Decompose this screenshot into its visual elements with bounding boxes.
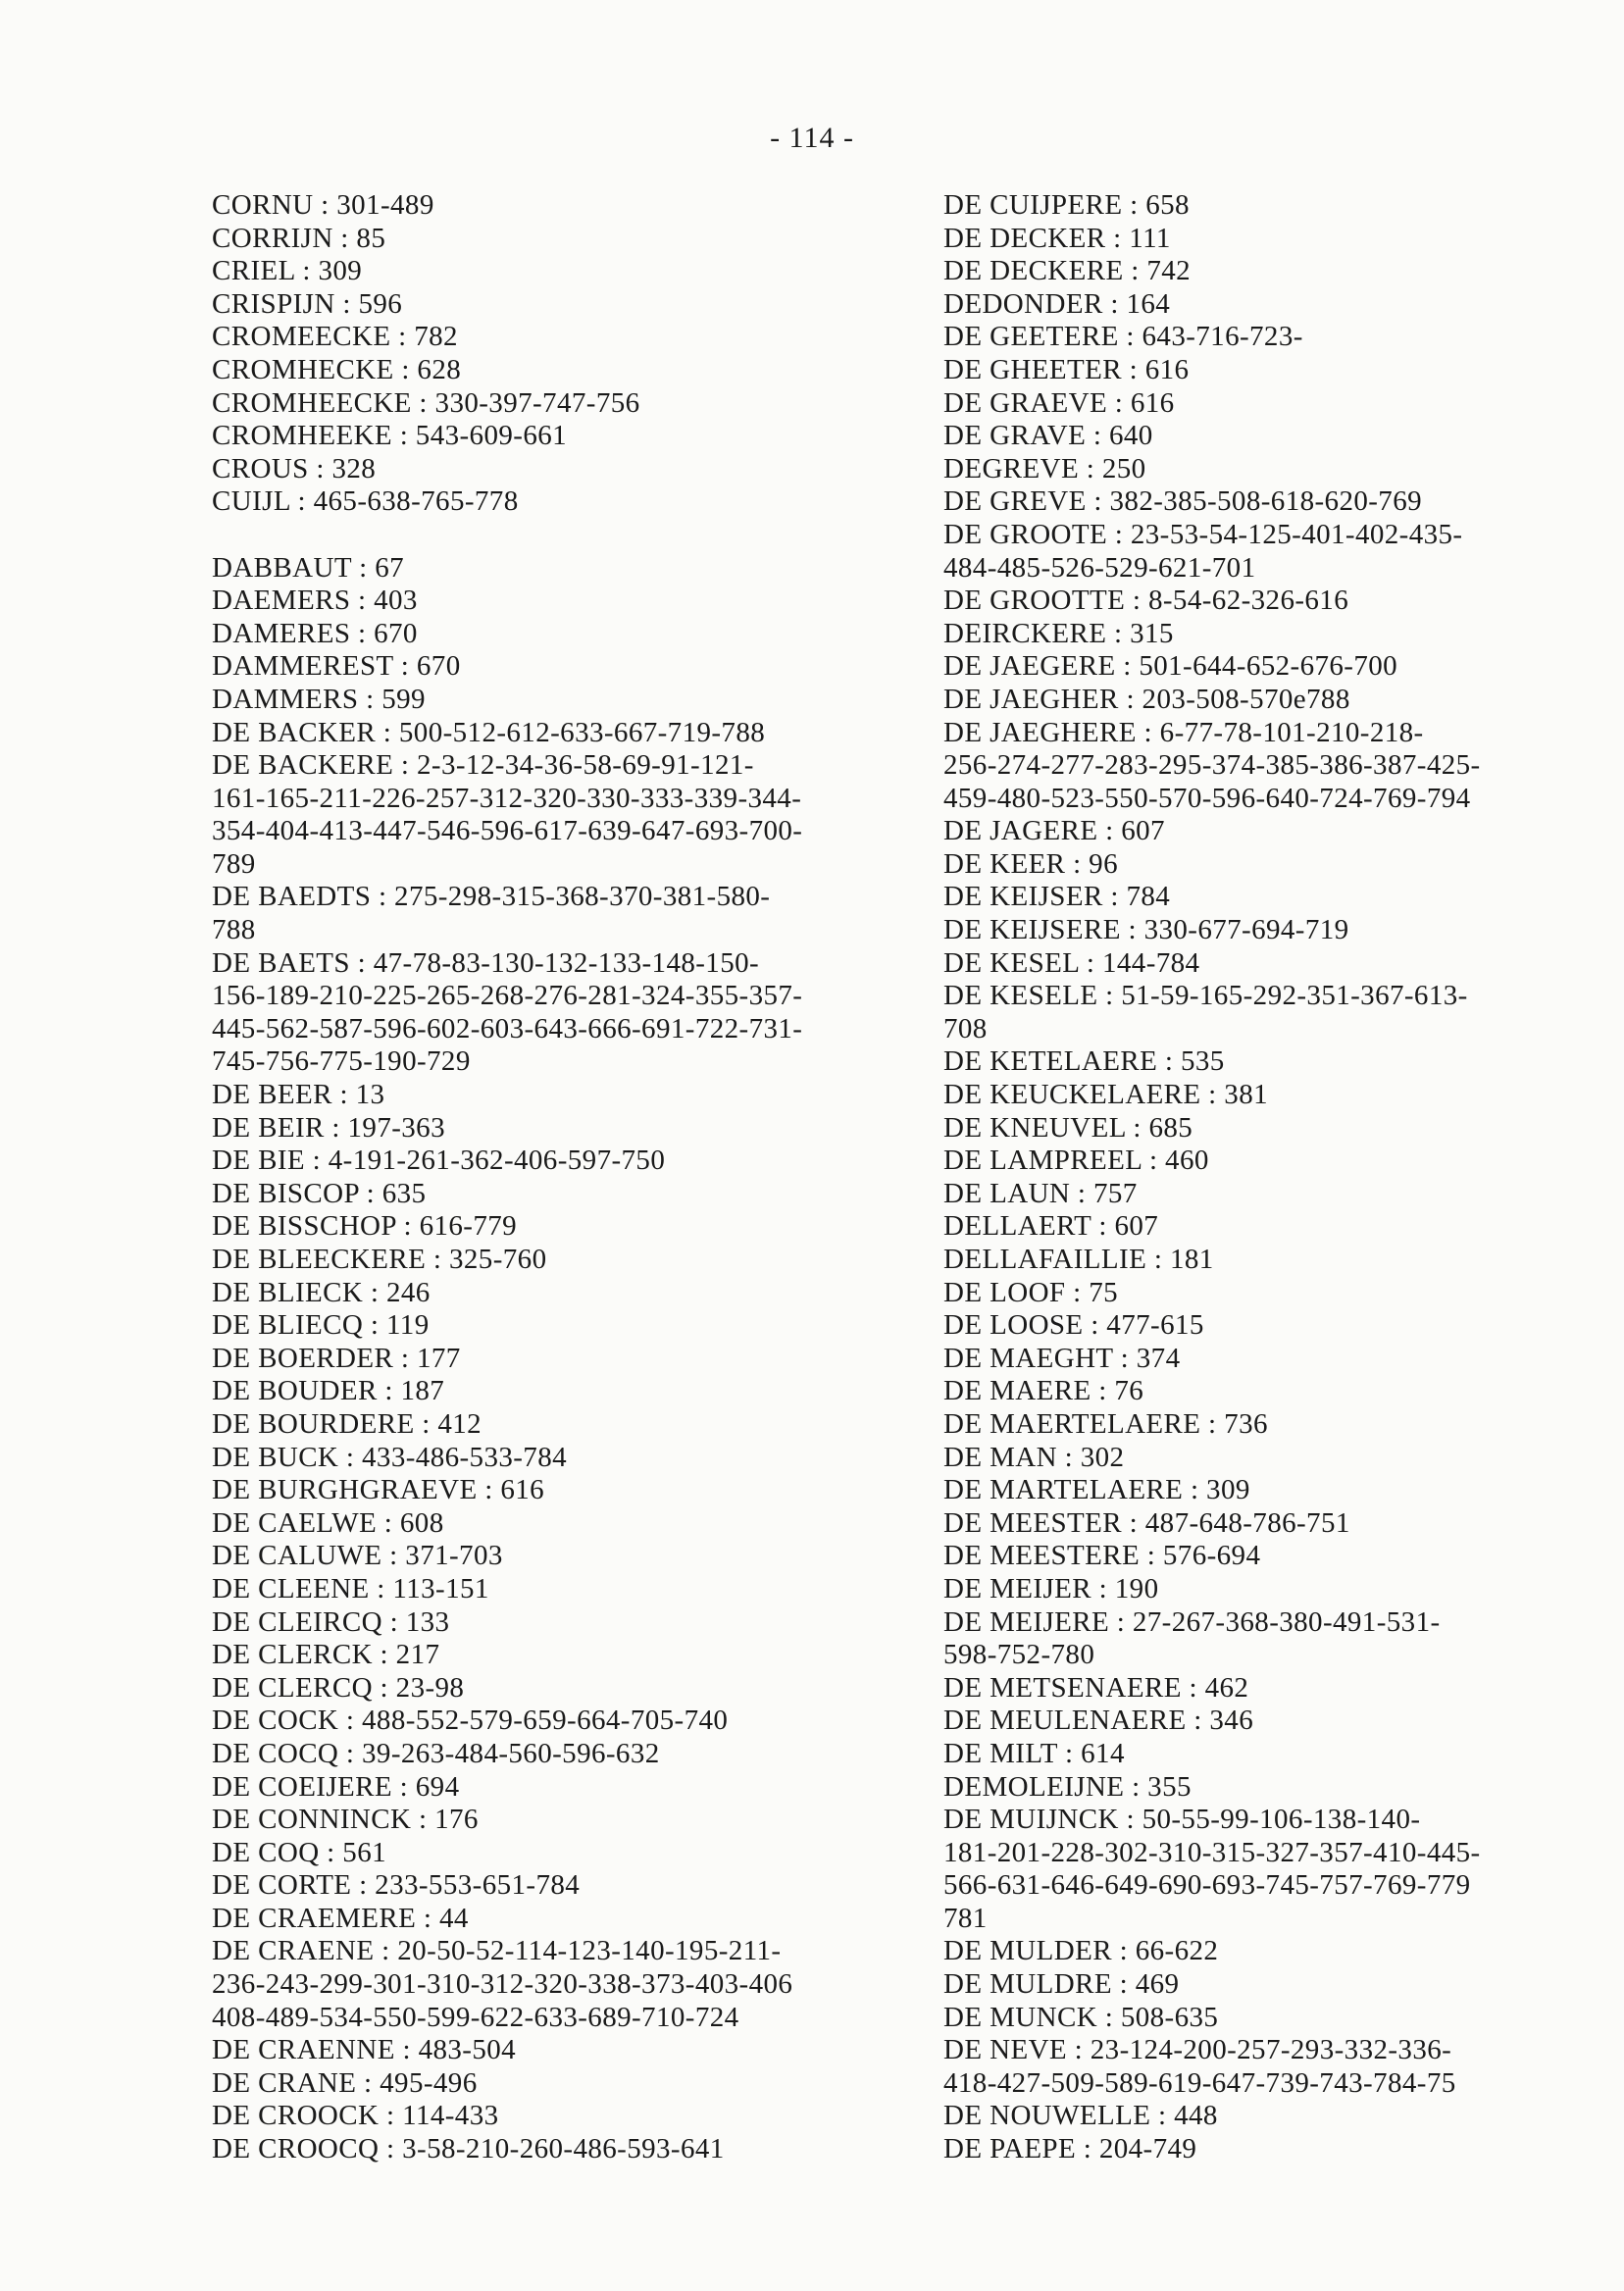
index-entry: 256-274-277-283-295-374-385-386-387-425- bbox=[943, 749, 1481, 782]
index-entry: 781 bbox=[943, 1902, 988, 1934]
index-entry: 354-404-413-447-546-596-617-639-647-693-700- bbox=[212, 815, 803, 847]
index-entry: 156-189-210-225-265-268-276-281-324-355-357- bbox=[212, 980, 803, 1012]
index-entry: 418-427-509-589-619-647-739-743-784-75 bbox=[943, 2066, 1456, 2099]
index-entry: DABBAUT : 67 bbox=[212, 551, 405, 584]
index-entry: DELLAFAILLIE : 181 bbox=[943, 1244, 1214, 1275]
index-entry: DE BAEDTS : 275-298-315-368-370-381-580- bbox=[212, 881, 771, 913]
index-entry: DE COQ : 561 bbox=[212, 1836, 386, 1868]
index-entry: DEGREVE : 250 bbox=[943, 452, 1146, 484]
index-entry: DEDONDER : 164 bbox=[943, 287, 1171, 320]
index-entry: DE NEVE : 23-124-200-257-293-332-336- bbox=[943, 2034, 1452, 2066]
index-entry: DE MEULENAERE : 346 bbox=[943, 1705, 1254, 1737]
index-entry: DE MARTELAERE : 309 bbox=[943, 1474, 1250, 1506]
index-entry: DE BOERDER : 177 bbox=[212, 1342, 461, 1374]
index-entry: DE BISCOP : 635 bbox=[212, 1177, 427, 1209]
index-entry: DAMMERS : 599 bbox=[212, 683, 426, 715]
index-entry: DE MAERTELAERE : 736 bbox=[943, 1407, 1268, 1440]
index-entry: CROMHEEKE : 543-609-661 bbox=[212, 420, 568, 452]
index-entry: DE BISSCHOP : 616-779 bbox=[212, 1210, 518, 1243]
index-entry: DE NOUWELLE : 448 bbox=[943, 2100, 1218, 2132]
index-entry: DE KESEL : 144-784 bbox=[943, 946, 1200, 979]
index-entry: DE BUCK : 433-486-533-784 bbox=[212, 1441, 568, 1473]
index-entry: DE KEER : 96 bbox=[943, 847, 1118, 880]
index-entry: 161-165-211-226-257-312-320-330-333-339-344- bbox=[212, 782, 802, 814]
index-entry: 566-631-646-649-690-693-745-757-769-779 bbox=[943, 1869, 1471, 1902]
index-entry: DE KESELE : 51-59-165-292-351-367-613- bbox=[943, 980, 1468, 1012]
index-entry: CROMHEECKE : 330-397-747-756 bbox=[212, 386, 640, 419]
index-entry: DE CRANE : 495-496 bbox=[212, 2066, 478, 2099]
index-entry: DE CLEIRCQ : 133 bbox=[212, 1605, 450, 1638]
index-entry bbox=[212, 519, 918, 552]
index-entry: DE GROOTE : 23-53-54-125-401-402-435- bbox=[943, 518, 1463, 550]
index-entry: DE MEIJERE : 27-267-368-380-491-531- bbox=[943, 1605, 1441, 1638]
index-entry: DE BLEECKERE : 325-760 bbox=[212, 1244, 547, 1275]
index-entry: DE MAN : 302 bbox=[943, 1441, 1125, 1473]
index-entry: DE DECKER : 111 bbox=[943, 222, 1171, 254]
index-entry: DE MAERE : 76 bbox=[943, 1375, 1144, 1407]
index-entry: DE GRAVE : 640 bbox=[943, 420, 1153, 452]
index-entry: 181-201-228-302-310-315-327-357-410-445- bbox=[943, 1836, 1481, 1868]
right-column bbox=[943, 189, 1591, 2166]
index-entry: DE MEESTER : 487-648-786-751 bbox=[943, 1506, 1350, 1539]
index-entry: DE BACKER : 500-512-612-633-667-719-788 bbox=[212, 716, 766, 748]
index-entry: DE CLERCQ : 23-98 bbox=[212, 1671, 465, 1704]
index-entry: DEMOLEIJNE : 355 bbox=[943, 1770, 1192, 1803]
index-entry: DE JAGERE : 607 bbox=[943, 815, 1165, 847]
index-entry: DE GRAEVE : 616 bbox=[943, 386, 1175, 419]
index-entry: DE MULDER : 66-622 bbox=[943, 1935, 1219, 1967]
index-entry: DE GEETERE : 643-716-723- bbox=[943, 321, 1303, 353]
index-entry: DE PAEPE : 204-749 bbox=[943, 2133, 1197, 2165]
index-entry: DE KETELAERE : 535 bbox=[943, 1045, 1225, 1078]
index-entry: 745-756-775-190-729 bbox=[212, 1045, 471, 1078]
index-entry: DE JAEGERE : 501-644-652-676-700 bbox=[943, 650, 1398, 683]
index-entry: DE BURGHGRAEVE : 616 bbox=[212, 1474, 545, 1506]
index-entry: CROUS : 328 bbox=[212, 452, 377, 484]
index-entry: DE CLERCK : 217 bbox=[212, 1639, 440, 1671]
index-entry: DE GROOTTE : 8-54-62-326-616 bbox=[943, 585, 1349, 617]
index-entry: DE GREVE : 382-385-508-618-620-769 bbox=[943, 485, 1423, 518]
index-entry: DE CAELWE : 608 bbox=[212, 1506, 444, 1539]
index-entry: DE BIE : 4-191-261-362-406-597-750 bbox=[212, 1145, 666, 1177]
index-entry: DE CRAEMERE : 44 bbox=[212, 1902, 469, 1934]
index-entry: DE GHEETER : 616 bbox=[943, 353, 1190, 385]
index-entry: DE MEIJER : 190 bbox=[943, 1572, 1159, 1604]
page-number: - 114 - bbox=[770, 122, 854, 154]
index-entry: 459-480-523-550-570-596-640-724-769-794 bbox=[943, 782, 1471, 814]
index-entry: DE CONNINCK : 176 bbox=[212, 1804, 479, 1836]
index-entry: DE LOOSE : 477-615 bbox=[943, 1309, 1204, 1342]
index-entry: 408-489-534-550-599-622-633-689-710-724 bbox=[212, 2001, 739, 2033]
index-entry: 484-485-526-529-621-701 bbox=[943, 551, 1256, 584]
index-entry: 236-243-299-301-310-312-320-338-373-403-406 bbox=[212, 1968, 793, 2001]
index-entry: 789 bbox=[212, 847, 256, 880]
index-entry: DE COEIJERE : 694 bbox=[212, 1770, 460, 1803]
index-entry: DELLAERT : 607 bbox=[943, 1210, 1159, 1243]
index-entry: DAMMEREST : 670 bbox=[212, 650, 461, 683]
index-entry: DE BLIECQ : 119 bbox=[212, 1309, 430, 1342]
index-entry: DE CROOCK : 114-433 bbox=[212, 2100, 499, 2132]
index-entry: DE KEIJSER : 784 bbox=[943, 881, 1171, 913]
index-entry: DE MUNCK : 508-635 bbox=[943, 2001, 1219, 2033]
index-entry: DE CORTE : 233-553-651-784 bbox=[212, 1869, 581, 1902]
index-entry: DE CRAENNE : 483-504 bbox=[212, 2034, 517, 2066]
index-entry: DE MEESTERE : 576-694 bbox=[943, 1540, 1261, 1572]
index-entry: DE LOOF : 75 bbox=[943, 1276, 1118, 1308]
index-entry: DE COCQ : 39-263-484-560-596-632 bbox=[212, 1737, 660, 1769]
index-entry: CUIJL : 465-638-765-778 bbox=[212, 485, 519, 518]
index-entry: DE MULDRE : 469 bbox=[943, 1968, 1180, 2001]
index-entry: 445-562-587-596-602-603-643-666-691-722-731- bbox=[212, 1012, 803, 1044]
index-entry: DE LAMPREEL : 460 bbox=[943, 1145, 1209, 1177]
index-entry: DE BACKERE : 2-3-12-34-36-58-69-91-121- bbox=[212, 749, 754, 782]
index-entry: 708 bbox=[943, 1012, 988, 1044]
index-entry: DE BEER : 13 bbox=[212, 1079, 385, 1111]
index-entry: DE CALUWE : 371-703 bbox=[212, 1540, 503, 1572]
index-entry: DAEMERS : 403 bbox=[212, 585, 418, 617]
index-entry: DE JAEGHER : 203-508-570e788 bbox=[943, 683, 1350, 715]
index-entry: DE COCK : 488-552-579-659-664-705-740 bbox=[212, 1705, 729, 1737]
index-entry: DE CUIJPERE : 658 bbox=[943, 189, 1190, 221]
left-column bbox=[212, 189, 918, 2166]
index-entry: DE BEIR : 197-363 bbox=[212, 1111, 445, 1144]
index-entry: DE BOUDER : 187 bbox=[212, 1375, 445, 1407]
index-entry: CROMHECKE : 628 bbox=[212, 353, 462, 385]
index-entry: DE CROOCQ : 3-58-210-260-486-593-641 bbox=[212, 2133, 725, 2165]
index-entry: DE KNEUVEL : 685 bbox=[943, 1111, 1193, 1144]
index-entry: CROMEECKE : 782 bbox=[212, 321, 458, 353]
index-entry: DE MILT : 614 bbox=[943, 1737, 1125, 1769]
index-entry: DE CRAENE : 20-50-52-114-123-140-195-211- bbox=[212, 1935, 782, 1967]
index-entry: DEIRCKERE : 315 bbox=[943, 617, 1174, 649]
index-entry: DE BOURDERE : 412 bbox=[212, 1407, 482, 1440]
index-entry: DAMERES : 670 bbox=[212, 617, 418, 649]
index-entry: DE LAUN : 757 bbox=[943, 1177, 1138, 1209]
index-entry: CRIEL : 309 bbox=[212, 255, 363, 287]
index-entry: CORNU : 301-489 bbox=[212, 189, 434, 221]
index-entry: DE DECKERE : 742 bbox=[943, 255, 1192, 287]
index-entry: DE METSENAERE : 462 bbox=[943, 1671, 1249, 1704]
index-entry: DE KEIJSERE : 330-677-694-719 bbox=[943, 914, 1349, 946]
index-entry: DE MUIJNCK : 50-55-99-106-138-140- bbox=[943, 1804, 1421, 1836]
index-entry: DE BAETS : 47-78-83-130-132-133-148-150- bbox=[212, 946, 760, 979]
index-entry: 598-752-780 bbox=[943, 1639, 1095, 1671]
index-entry: DE KEUCKELAERE : 381 bbox=[943, 1079, 1268, 1111]
index-entry: DE MAEGHT : 374 bbox=[943, 1342, 1181, 1374]
index-entry: DE JAEGHERE : 6-77-78-101-210-218- bbox=[943, 716, 1424, 748]
index-entry: DE CLEENE : 113-151 bbox=[212, 1572, 489, 1604]
index-entry: 788 bbox=[212, 914, 256, 946]
index-entry: CRISPIJN : 596 bbox=[212, 287, 403, 320]
index-entry: CORRIJN : 85 bbox=[212, 222, 386, 254]
index-entry: DE BLIECK : 246 bbox=[212, 1276, 431, 1308]
